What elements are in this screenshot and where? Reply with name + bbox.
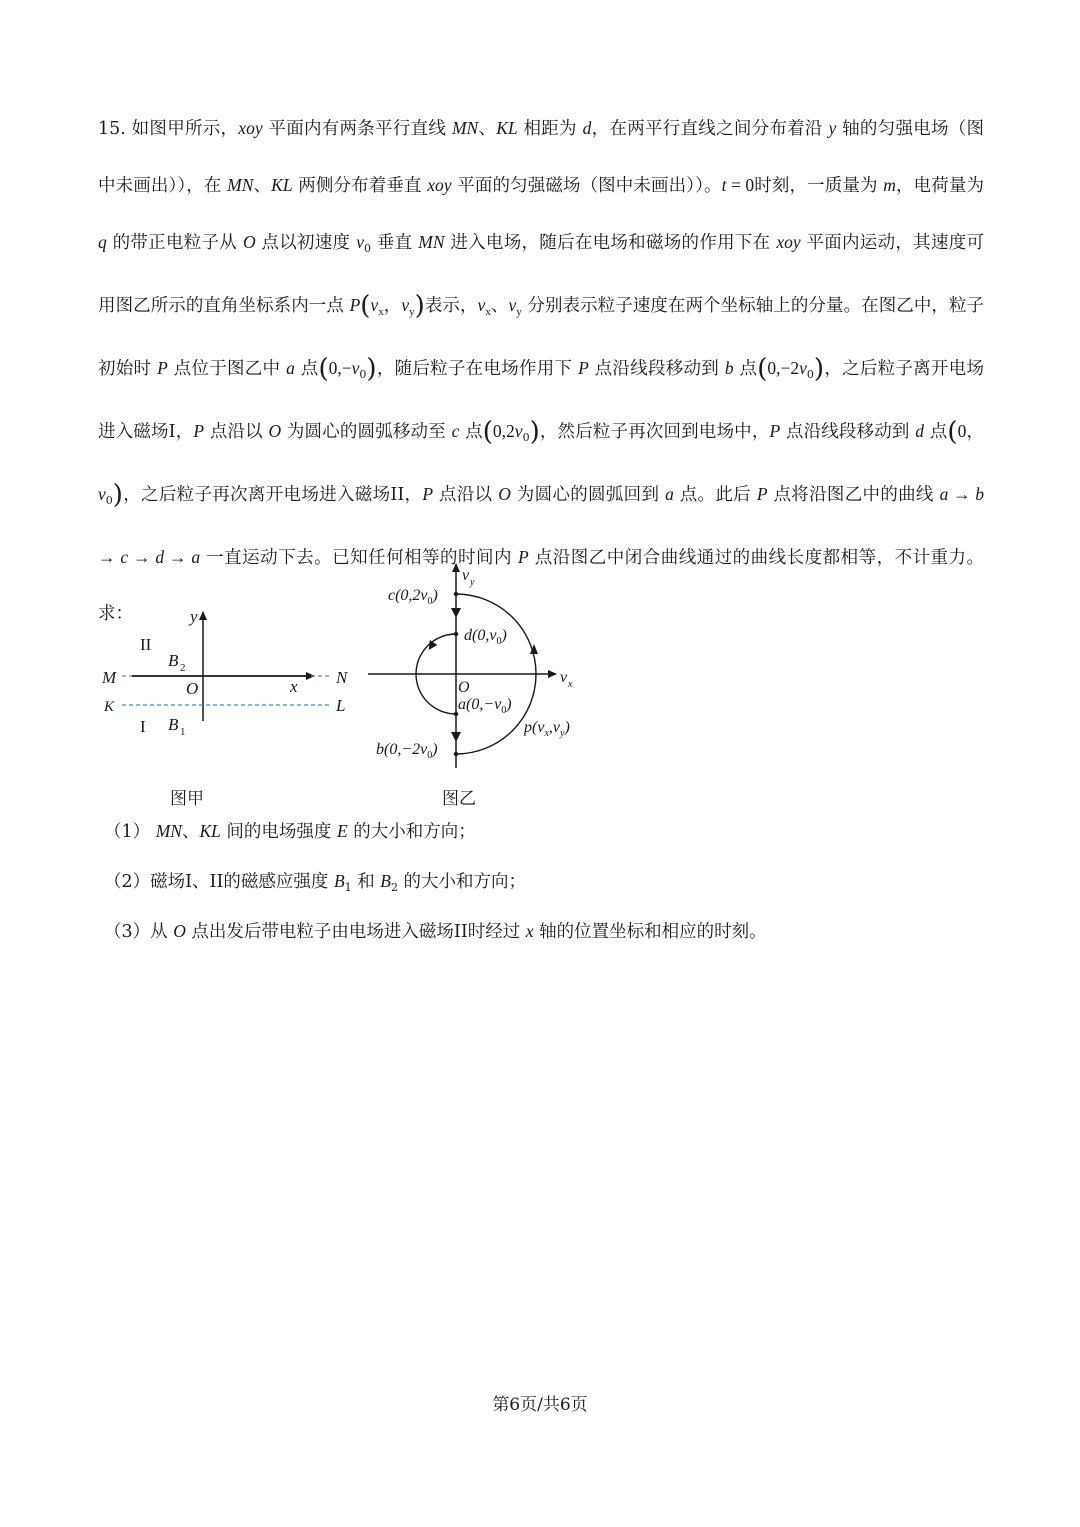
arrow-c-to-d bbox=[451, 608, 461, 618]
point-c bbox=[454, 592, 458, 596]
label-m: M bbox=[102, 668, 117, 687]
point-b bbox=[454, 752, 458, 756]
figures bbox=[96, 556, 616, 816]
figure-yi bbox=[368, 564, 573, 768]
label-b1-sub: 1 bbox=[180, 726, 186, 738]
arrow-a-to-b bbox=[451, 732, 461, 742]
question-3: （3）从 O 点出发后带电粒子由电场进入磁场II时经过 x 轴的位置坐标和相应的时刻。 bbox=[104, 921, 767, 942]
question-1: （1） MN、KL 间的电场强度 E 的大小和方向； bbox=[104, 821, 476, 842]
caption-fig-jia: 图甲 bbox=[170, 789, 204, 809]
yi-vy-label: v bbox=[462, 567, 470, 584]
label-l: L bbox=[336, 696, 346, 715]
label-b2: B bbox=[168, 651, 179, 670]
label-c: $c(0,2v_0)$ bbox=[388, 587, 438, 607]
label-d: $d(0,v_0)$ bbox=[464, 627, 507, 647]
label-n: N bbox=[336, 668, 348, 687]
label-p: $p(v_x,v_y)$ bbox=[524, 719, 570, 739]
yi-vx-label: v bbox=[560, 669, 568, 686]
label-b: $b(0,-2v_0)$ bbox=[376, 741, 438, 761]
point-d bbox=[454, 632, 458, 636]
label-k: K bbox=[104, 699, 115, 715]
jia-origin-label: O bbox=[186, 679, 199, 698]
figures-svg bbox=[96, 556, 616, 816]
figure-jia bbox=[101, 607, 349, 738]
caption-fig-yi: 图乙 bbox=[442, 789, 476, 809]
yi-vy-sub: y bbox=[470, 577, 475, 588]
jia-x-label: x bbox=[290, 677, 298, 696]
label-region-2: II bbox=[140, 635, 152, 654]
jia-y-label: y bbox=[190, 607, 198, 626]
label-b1: B bbox=[168, 715, 179, 734]
question-2: （2）磁场I、II的磁感应强度 $B_1$ 和 $B_2$ 的大小和方向； bbox=[104, 871, 527, 894]
page-footer: 第6页/共6页 bbox=[492, 1395, 588, 1415]
problem-paragraph: 15. 如图甲所示，xoy 平面内有两条平行直线 MN、KL 相距为 d，在两平行直线之间分布着沿 y 轴的匀强电场（图中未画出）），在 MN、KL 两侧分布着垂直 xoy 平面的匀强磁场（图中未画出））。t = 0时刻，一质量为 m，电荷量为 q 的带正电粒子从 O 点以初速度 $v_0$ 垂直 MN 进入电场，随后在电场和磁场的作用下在 xoy 平面内运动，其速度可用图乙所示的直角坐标系内一点 $P(v_x$，$v_y$)表示，$v_x$、$v_y$ 分别表示粒子速度在两个坐标轴上的分量。在图乙中，粒子初始时 P 点位于图乙中 a 点$(0,-v_0)$，随后粒子在电场作用下 P 点沿线段移动到 b 点$(0,-2v_0)$，之后粒子离开电场进入磁场I，P 点沿以 O 为圆心的圆弧移动至 c 点$(0,2v_0)$，然后粒子再次回到电场中，P 点沿线段移动到 d 点(0，$v_0$)，之后粒子再次离开电场进入磁场II，P 点沿以 O 为圆心的圆弧回到 a 点。此后 P 点将沿图乙中的曲线 a → b → c → d → a 一直运动下去。已知任何相等的时间内 P 点沿图乙中闭合曲线通过的曲线长度都相等，不计重力。求： bbox=[98, 118, 985, 624]
label-region-1: I bbox=[140, 717, 146, 736]
yi-vx-sub: x bbox=[568, 679, 573, 690]
yi-origin-label: O bbox=[458, 679, 470, 696]
label-b2-sub: 2 bbox=[180, 662, 186, 674]
label-a: $a(0,-v_0)$ bbox=[458, 696, 512, 716]
